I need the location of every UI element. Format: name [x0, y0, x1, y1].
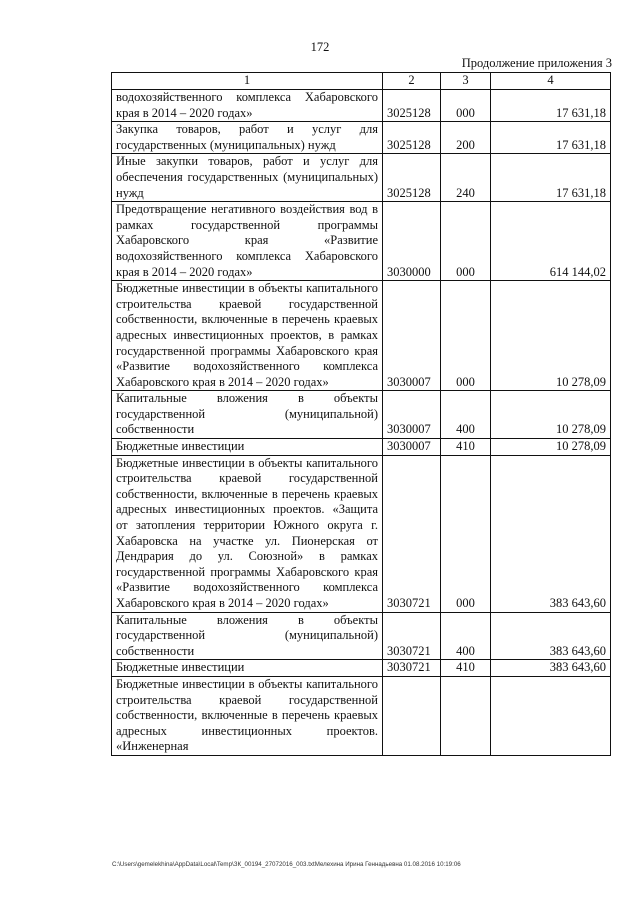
- row-description: водохозяйственного комплекса Хабаровского края в 2014 – 2020 годах»: [112, 90, 383, 122]
- row-expense-type: 000: [441, 281, 491, 391]
- row-expense-type: 400: [441, 391, 491, 439]
- page-number: 172: [310, 40, 330, 54]
- row-expense-type: 000: [441, 90, 491, 122]
- row-expense-type: 410: [441, 660, 491, 677]
- row-target-code: 3030721: [383, 612, 441, 660]
- row-amount: 10 278,09: [491, 439, 611, 456]
- row-target-code: 3030721: [383, 455, 441, 612]
- row-expense-type: 000: [441, 202, 491, 281]
- row-target-code: 3030721: [383, 660, 441, 677]
- row-expense-type: 400: [441, 612, 491, 660]
- column-header-3: 3: [441, 73, 491, 90]
- row-amount: 383 643,60: [491, 612, 611, 660]
- table-row: [112, 391, 611, 439]
- table-header-row: [112, 73, 611, 90]
- row-description: Бюджетные инвестиции в объекты капитального строительства краевой государственной собственности, включенные в перечень краевых адресных инвестиционных проектов, в рамках государственной программы Хабаровского края «Развитие водохозяйственного комплекса Хабаровского края в 2014 – 2020 годах»: [112, 281, 383, 391]
- row-target-code: 3025128: [383, 154, 441, 202]
- row-amount: 17 631,18: [491, 154, 611, 202]
- row-description: Бюджетные инвестиции в объекты капитального строительства краевой государственной собственности, включенные в перечень краевых адресных инвестиционных проектов. «Защита от затопления территории Южного округа г. Хабаровска на участке ул. Пионерская от Дендрария до ул. Союзной» в рамках государственной программы Хабаровского края «Развитие водохозяйственного комплекса Хабаровского края в 2014 – 2020 годах»: [112, 455, 383, 612]
- table-row: [112, 202, 611, 281]
- footer-file-path: C:\Users\gemelekhina\AppData\Local\Temp\ЗК_00194_27072016_003.txtМелехина Ирина Геннадьевна 01.08.2016 10:19:06: [112, 861, 461, 868]
- row-target-code: 3025128: [383, 90, 441, 122]
- table-row: [112, 612, 611, 660]
- table-row: [112, 281, 611, 391]
- table-row: [112, 660, 611, 677]
- row-amount: 10 278,09: [491, 391, 611, 439]
- row-target-code: 3030007: [383, 281, 441, 391]
- row-description: Бюджетные инвестиции в объекты капитального строительства краевой государственной собственности, включенные в перечень краевых адресных инвестиционных проектов. «Инженерная: [112, 676, 383, 755]
- row-target-code: [383, 676, 441, 755]
- row-amount: 383 643,60: [491, 455, 611, 612]
- row-description: Бюджетные инвестиции: [112, 439, 383, 456]
- row-target-code: 3030000: [383, 202, 441, 281]
- row-expense-type: 200: [441, 122, 491, 154]
- table-row: [112, 439, 611, 456]
- row-expense-type: 000: [441, 455, 491, 612]
- row-amount: 17 631,18: [491, 90, 611, 122]
- row-description: Предотвращение негативного воздействия вод в рамках государственной программы Хабаровского края «Развитие водохозяйственного комплекса Хабаровского края в 2014 – 2020 годах»: [112, 202, 383, 281]
- table-row: [112, 455, 611, 612]
- continuation-note: Продолжение приложения 3: [461, 56, 612, 70]
- table-row: [112, 90, 611, 122]
- row-target-code: 3025128: [383, 122, 441, 154]
- row-description: Закупка товаров, работ и услуг для государственных (муниципальных) нужд: [112, 122, 383, 154]
- column-header-1: 1: [112, 73, 383, 90]
- row-amount: [491, 676, 611, 755]
- row-amount: 614 144,02: [491, 202, 611, 281]
- table-row: [112, 122, 611, 154]
- row-target-code: 3030007: [383, 391, 441, 439]
- column-header-4: 4: [491, 73, 611, 90]
- table-body: [112, 90, 611, 756]
- row-amount: 383 643,60: [491, 660, 611, 677]
- row-description: Бюджетные инвестиции: [112, 660, 383, 677]
- row-amount: 17 631,18: [491, 122, 611, 154]
- row-description: Капитальные вложения в объекты государственной (муниципальной) собственности: [112, 612, 383, 660]
- row-expense-type: 240: [441, 154, 491, 202]
- table-row: [112, 154, 611, 202]
- row-amount: 10 278,09: [491, 281, 611, 391]
- budget-table: [111, 72, 611, 756]
- row-target-code: 3030007: [383, 439, 441, 456]
- row-description: Иные закупки товаров, работ и услуг для обеспечения государственных (муниципальных) нужд: [112, 154, 383, 202]
- column-header-2: 2: [383, 73, 441, 90]
- row-expense-type: [441, 676, 491, 755]
- table-row: [112, 676, 611, 755]
- row-description: Капитальные вложения в объекты государственной (муниципальной) собственности: [112, 391, 383, 439]
- row-expense-type: 410: [441, 439, 491, 456]
